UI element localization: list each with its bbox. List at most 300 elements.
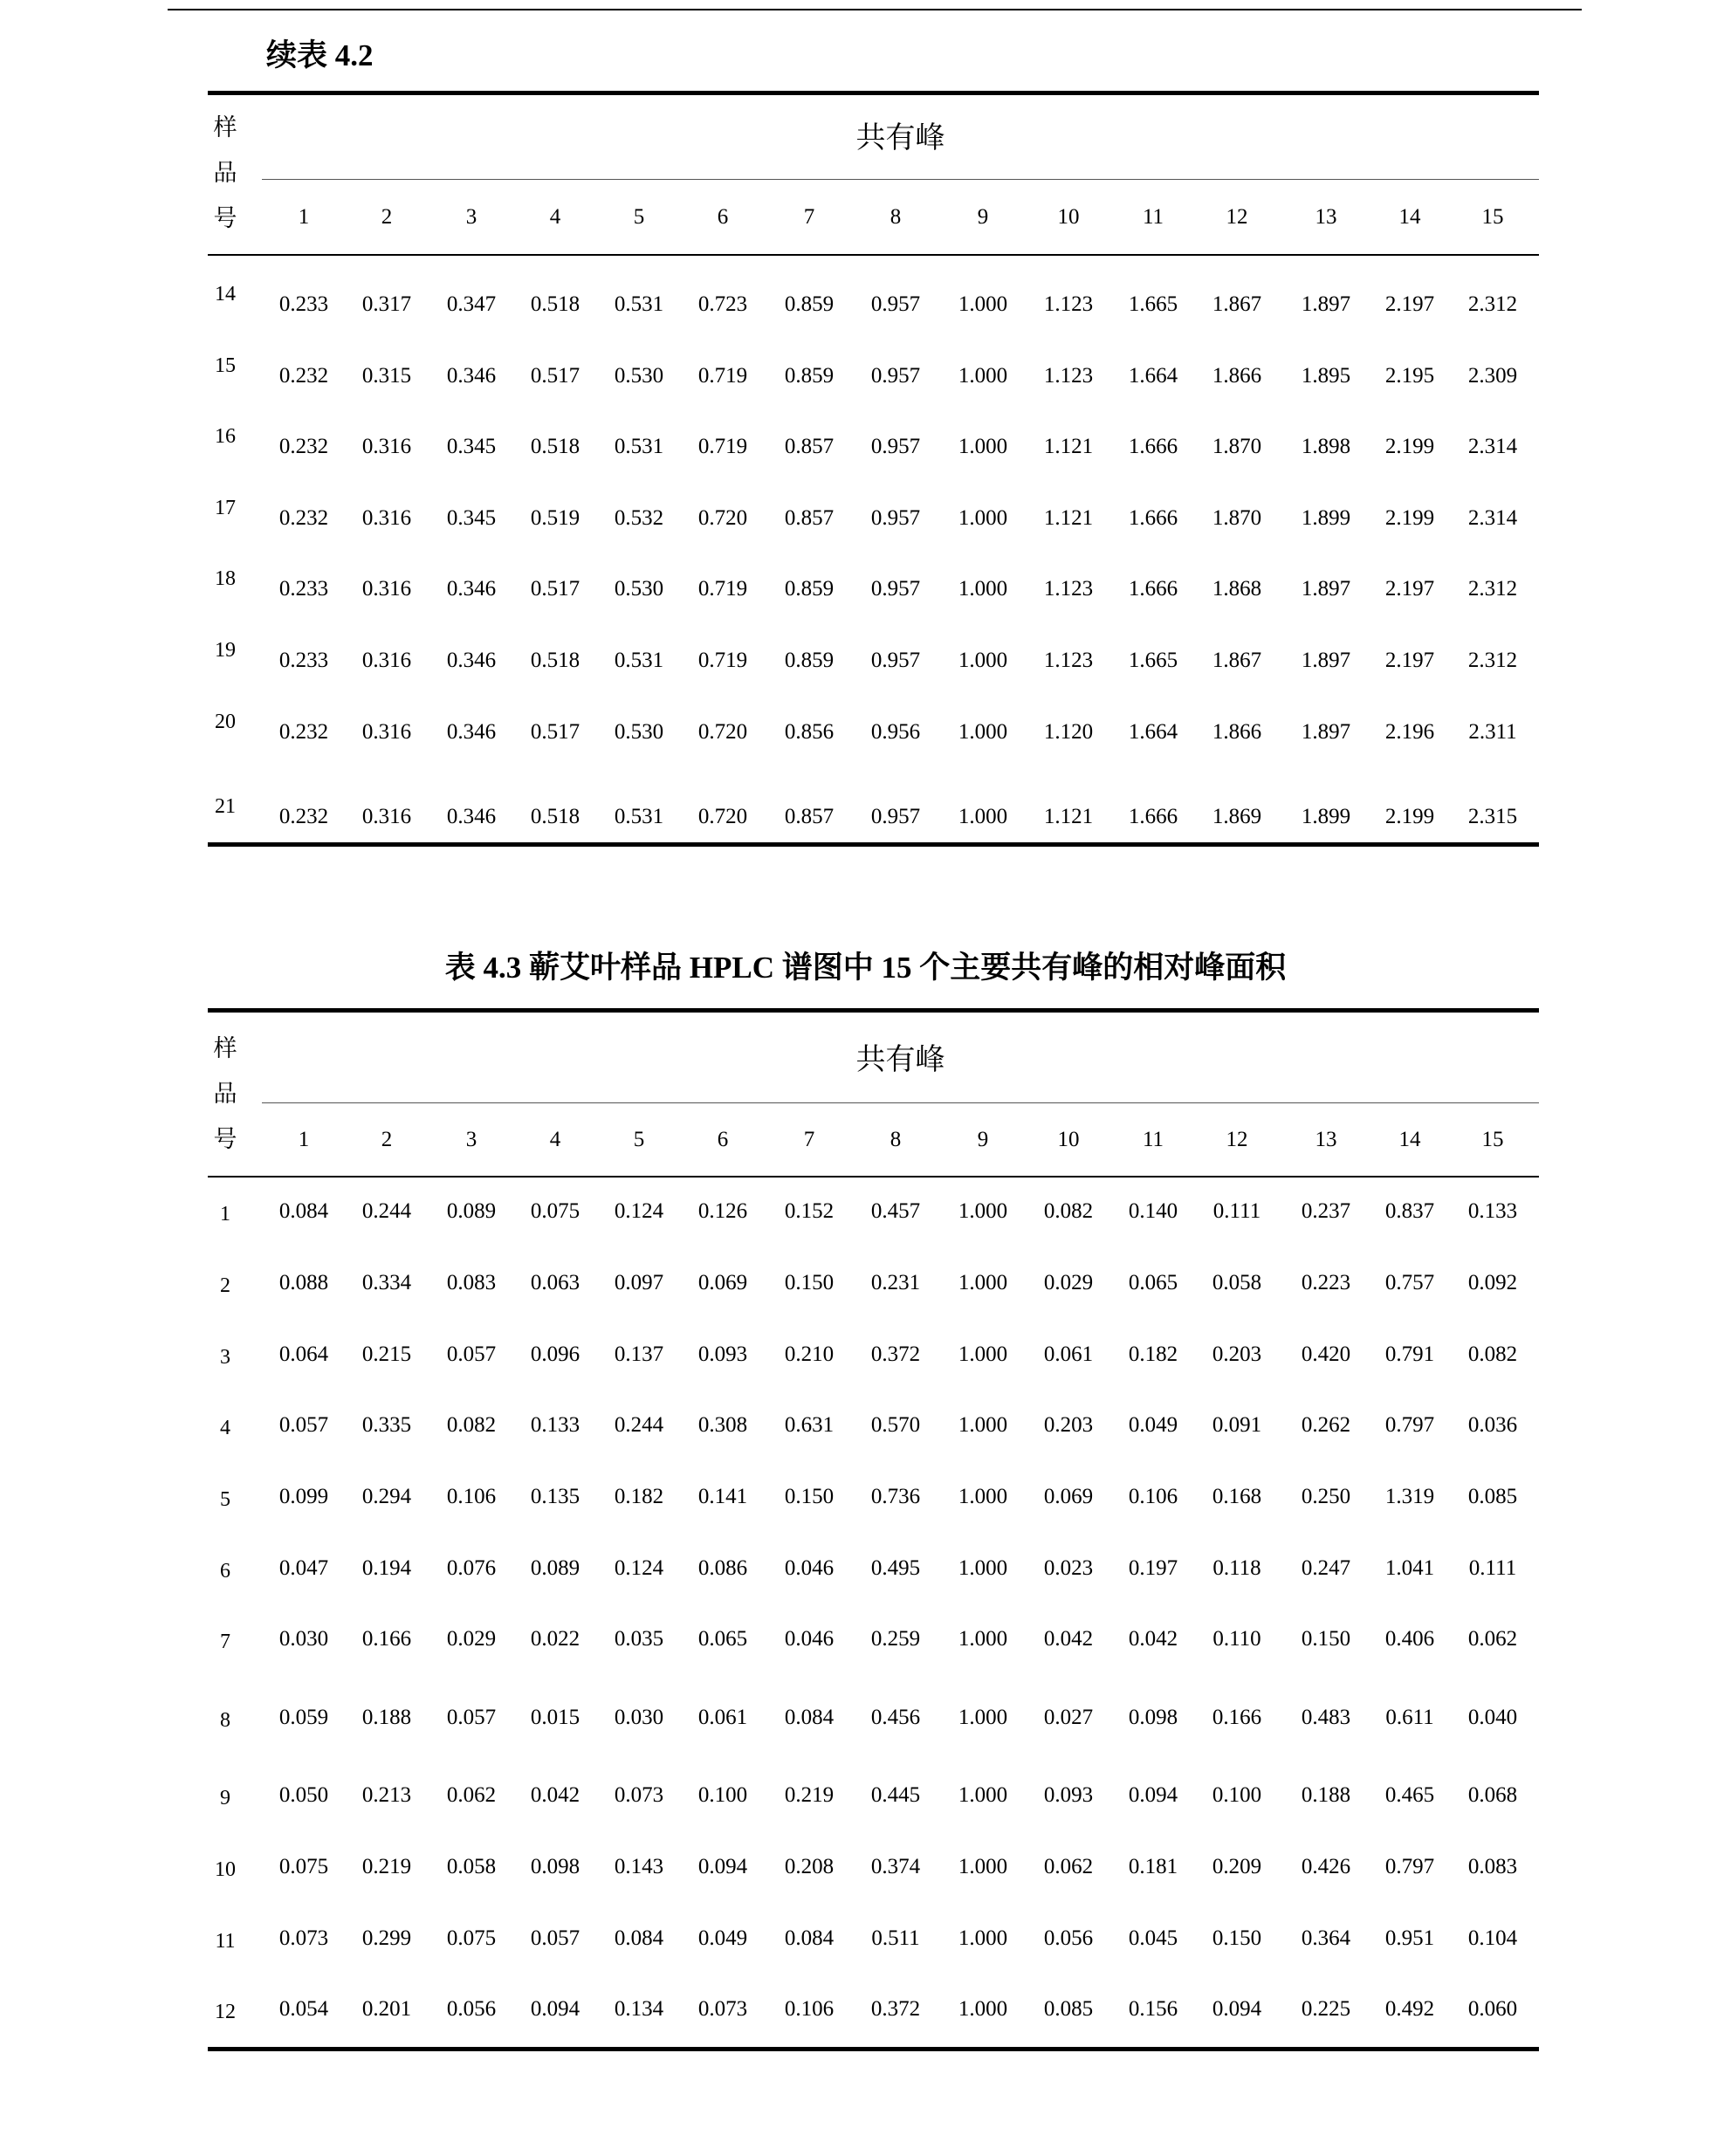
- table-cell: 0.233: [278, 292, 329, 316]
- sample-number: 15: [215, 354, 236, 377]
- table-cell: 0.073: [697, 1997, 748, 2021]
- group-rule: [262, 1102, 1539, 1103]
- table-cell: 0.346: [446, 720, 497, 744]
- table-cell: 2.195: [1384, 364, 1435, 388]
- column-header: 9: [977, 205, 989, 229]
- table-cell: 0.294: [361, 1485, 412, 1508]
- table-cell: 0.094: [697, 1855, 748, 1878]
- column-header: 5: [633, 1128, 645, 1151]
- table-cell: 0.135: [530, 1485, 580, 1508]
- table-cell: 2.312: [1467, 649, 1518, 672]
- table-cell: 0.100: [1212, 1783, 1262, 1807]
- table-cell: 1.899: [1301, 506, 1351, 530]
- table-cell: 0.062: [446, 1783, 497, 1807]
- table-cell: 0.517: [530, 577, 580, 601]
- table-cell: 0.346: [446, 577, 497, 601]
- table-cell: 0.531: [614, 292, 664, 316]
- table-cell: 0.219: [361, 1855, 412, 1878]
- stub-header-char: 品: [213, 160, 237, 186]
- table-cell: 0.346: [446, 805, 497, 828]
- table-cell: 1.666: [1128, 435, 1178, 458]
- column-header: 8: [890, 205, 902, 229]
- table-cell: 0.299: [361, 1926, 412, 1950]
- table-cell: 0.152: [784, 1199, 835, 1223]
- sample-number: 9: [220, 1787, 230, 1809]
- table-cell: 0.465: [1384, 1783, 1435, 1807]
- table-cell: 0.364: [1301, 1926, 1351, 1950]
- table-cell: 0.719: [697, 435, 748, 458]
- table-cell: 1.666: [1128, 805, 1178, 828]
- table-cell: 0.719: [697, 649, 748, 672]
- table-cell: 0.374: [870, 1855, 921, 1878]
- column-header: 7: [803, 205, 815, 229]
- table-cell: 1.665: [1128, 649, 1178, 672]
- table-cell: 0.150: [1301, 1627, 1351, 1651]
- sample-number: 10: [215, 1858, 236, 1881]
- sample-number: 18: [215, 567, 236, 590]
- table-cell: 1.123: [1043, 364, 1094, 388]
- table-cell: 0.140: [1128, 1199, 1178, 1223]
- table-cell: 1.895: [1301, 364, 1351, 388]
- table-cell: 2.311: [1468, 720, 1517, 744]
- table-cell: 0.093: [697, 1342, 748, 1366]
- table-cell: 0.056: [1043, 1926, 1094, 1950]
- column-header: 14: [1398, 1128, 1421, 1151]
- column-header: 11: [1142, 1128, 1164, 1151]
- table-cell: 0.956: [870, 720, 921, 744]
- table-cell: 0.188: [1301, 1783, 1351, 1807]
- table-cell: 0.030: [614, 1706, 664, 1729]
- sample-number: 8: [220, 1709, 230, 1732]
- table-cell: 0.518: [530, 649, 580, 672]
- table-cell: 2.196: [1384, 720, 1435, 744]
- table-cell: 0.372: [870, 1997, 921, 2021]
- table-cell: 0.517: [530, 720, 580, 744]
- table-cell: 1.000: [958, 1855, 1008, 1878]
- table-cell: 0.232: [278, 364, 329, 388]
- table-cell: 0.069: [697, 1271, 748, 1294]
- table-cell: 1.123: [1043, 292, 1094, 316]
- sample-number: 20: [215, 711, 236, 733]
- table-cell: 0.957: [870, 506, 921, 530]
- table-cell: 0.089: [530, 1556, 580, 1580]
- table-cell: 0.042: [530, 1783, 580, 1807]
- table-cell: 0.233: [278, 577, 329, 601]
- top-rule: [208, 91, 1539, 95]
- table-cell: 0.262: [1301, 1413, 1351, 1437]
- table-cell: 1.867: [1212, 649, 1262, 672]
- table-cell: 0.723: [697, 292, 748, 316]
- table-cell: 0.049: [697, 1926, 748, 1950]
- table-cell: 1.000: [958, 1627, 1008, 1651]
- table-cell: 0.094: [1212, 1997, 1262, 2021]
- sample-number: 21: [215, 795, 236, 818]
- table-cell: 0.040: [1467, 1706, 1518, 1729]
- header-bottom-rule: [208, 254, 1539, 256]
- column-header: 3: [465, 205, 477, 229]
- table-cell: 2.197: [1384, 292, 1435, 316]
- table-cell: 0.223: [1301, 1271, 1351, 1294]
- table-cell: 0.137: [614, 1342, 664, 1366]
- column-header: 2: [381, 205, 393, 229]
- table-cell: 0.483: [1301, 1706, 1351, 1729]
- table-cell: 2.314: [1467, 506, 1518, 530]
- table-cell: 0.519: [530, 506, 580, 530]
- table-cell: 0.133: [1467, 1199, 1518, 1223]
- table-cell: 0.057: [530, 1926, 580, 1950]
- table-cell: 0.210: [784, 1342, 835, 1366]
- table-cell: 1.664: [1128, 364, 1178, 388]
- table-cell: 0.049: [1128, 1413, 1178, 1437]
- table-cell: 0.232: [278, 435, 329, 458]
- column-header: 4: [549, 1128, 561, 1151]
- table-cell: 0.188: [361, 1706, 412, 1729]
- table-cell: 0.315: [361, 364, 412, 388]
- table-cell: 0.150: [1212, 1926, 1262, 1950]
- table-cell: 0.346: [446, 649, 497, 672]
- table-cell: 0.511: [871, 1926, 920, 1950]
- table-cell: 0.518: [530, 435, 580, 458]
- table-cell: 1.120: [1043, 720, 1094, 744]
- table-cell: 0.118: [1212, 1556, 1261, 1580]
- table-cell: 0.346: [446, 364, 497, 388]
- sample-number: 5: [220, 1488, 230, 1511]
- table-cell: 0.168: [1212, 1485, 1262, 1508]
- table-cell: 0.111: [1468, 1556, 1517, 1580]
- table-cell: 0.057: [446, 1706, 497, 1729]
- table-cell: 0.062: [1043, 1855, 1094, 1878]
- table-cell: 1.899: [1301, 805, 1351, 828]
- table-cell: 1.897: [1301, 577, 1351, 601]
- table-cell: 0.244: [614, 1413, 664, 1437]
- table-cell: 0.531: [614, 805, 664, 828]
- table-cell: 0.250: [1301, 1485, 1351, 1508]
- table-cell: 0.106: [1128, 1485, 1178, 1508]
- sample-number: 12: [215, 2001, 236, 2023]
- table-cell: 0.247: [1301, 1556, 1351, 1580]
- table-cell: 1.121: [1043, 506, 1094, 530]
- table-cell: 0.063: [530, 1271, 580, 1294]
- table-cell: 0.091: [1212, 1413, 1262, 1437]
- table-cell: 0.065: [697, 1627, 748, 1651]
- table-cell: 0.075: [530, 1199, 580, 1223]
- table-cell: 0.110: [1212, 1627, 1261, 1651]
- table-cell: 0.166: [361, 1627, 412, 1651]
- column-header: 7: [803, 1128, 815, 1151]
- table-cell: 1.897: [1301, 292, 1351, 316]
- table-cell: 0.075: [278, 1855, 329, 1878]
- group-header: 共有峰: [855, 1044, 945, 1076]
- table-cell: 0.057: [278, 1413, 329, 1437]
- table-cell: 0.209: [1212, 1855, 1262, 1878]
- table-cell: 0.030: [278, 1627, 329, 1651]
- table-cell: 0.951: [1384, 1926, 1435, 1950]
- table-cell: 2.315: [1467, 805, 1518, 828]
- group-header: 共有峰: [855, 122, 945, 154]
- table-cell: 0.089: [446, 1199, 497, 1223]
- table-cell: 0.316: [361, 577, 412, 601]
- table-cell: 1.664: [1128, 720, 1178, 744]
- table-cell: 0.237: [1301, 1199, 1351, 1223]
- table-cell: 0.208: [784, 1855, 835, 1878]
- table-cell: 1.000: [958, 435, 1008, 458]
- table-cell: 0.316: [361, 720, 412, 744]
- table-cell: 1.868: [1212, 577, 1262, 601]
- table-cell: 0.094: [530, 1997, 580, 2021]
- table-cell: 0.957: [870, 435, 921, 458]
- table-cell: 0.530: [614, 364, 664, 388]
- table-cell: 0.797: [1384, 1413, 1435, 1437]
- table-cell: 1.867: [1212, 292, 1262, 316]
- table-cell: 0.058: [446, 1855, 497, 1878]
- table-cell: 0.797: [1384, 1855, 1435, 1878]
- stub-header-char: 品: [213, 1081, 237, 1107]
- table-4-3-caption: 表 4.3 蕲艾叶样品 HPLC 谱图中 15 个主要共有峰的相对峰面积: [444, 951, 1287, 985]
- table-cell: 0.083: [1467, 1855, 1518, 1878]
- table-cell: 0.056: [446, 1997, 497, 2021]
- table-cell: 0.076: [446, 1556, 497, 1580]
- table-cell: 0.456: [870, 1706, 921, 1729]
- column-header: 9: [977, 1128, 989, 1151]
- table-cell: 0.097: [614, 1271, 664, 1294]
- table-cell: 0.133: [530, 1413, 580, 1437]
- table-cell: 2.312: [1467, 292, 1518, 316]
- bottom-rule: [208, 842, 1539, 847]
- table-cell: 0.757: [1384, 1271, 1435, 1294]
- column-header: 12: [1226, 1128, 1248, 1151]
- column-header: 12: [1226, 205, 1248, 229]
- table-cell: 0.134: [614, 1997, 664, 2021]
- table-cell: 0.232: [278, 506, 329, 530]
- table-cell: 0.316: [361, 506, 412, 530]
- continued-table-title: 续表 4.2: [266, 38, 374, 72]
- table-cell: 2.199: [1384, 506, 1435, 530]
- table-cell: 0.194: [361, 1556, 412, 1580]
- column-header: 15: [1481, 205, 1504, 229]
- table-cell: 1.000: [958, 577, 1008, 601]
- table-cell: 0.232: [278, 720, 329, 744]
- table-cell: 0.084: [784, 1926, 835, 1950]
- column-header: 8: [890, 1128, 902, 1151]
- table-cell: 0.046: [784, 1627, 835, 1651]
- column-header: 15: [1481, 1128, 1504, 1151]
- table-cell: 1.000: [958, 1413, 1008, 1437]
- table-cell: 0.088: [278, 1271, 329, 1294]
- table-cell: 0.518: [530, 292, 580, 316]
- table-cell: 1.123: [1043, 577, 1094, 601]
- column-header: 4: [549, 205, 561, 229]
- table-cell: 1.870: [1212, 435, 1262, 458]
- table-cell: 0.859: [784, 292, 835, 316]
- table-cell: 1.000: [958, 1926, 1008, 1950]
- page-header-rule: [168, 9, 1582, 10]
- table-cell: 0.517: [530, 364, 580, 388]
- table-cell: 0.334: [361, 1271, 412, 1294]
- column-header: 10: [1057, 1128, 1080, 1151]
- table-cell: 0.065: [1128, 1271, 1178, 1294]
- table-cell: 1.897: [1301, 720, 1351, 744]
- table-cell: 0.084: [784, 1706, 835, 1729]
- table-cell: 0.791: [1384, 1342, 1435, 1366]
- table-cell: 2.199: [1384, 435, 1435, 458]
- table-cell: 0.082: [1043, 1199, 1094, 1223]
- table-4-3: [208, 1008, 1539, 2051]
- table-cell: 0.099: [278, 1485, 329, 1508]
- table-cell: 2.309: [1467, 364, 1518, 388]
- table-cell: 0.316: [361, 649, 412, 672]
- table-cell: 0.075: [446, 1926, 497, 1950]
- sample-number: 7: [220, 1631, 230, 1653]
- table-cell: 0.201: [361, 1997, 412, 2021]
- table-cell: 0.106: [784, 1997, 835, 2021]
- table-cell: 0.106: [446, 1485, 497, 1508]
- table-cell: 0.531: [614, 649, 664, 672]
- table-cell: 0.098: [1128, 1706, 1178, 1729]
- table-cell: 0.233: [278, 649, 329, 672]
- table-cell: 0.347: [446, 292, 497, 316]
- table-cell: 0.058: [1212, 1271, 1262, 1294]
- table-cell: 0.042: [1043, 1627, 1094, 1651]
- table-cell: 0.495: [870, 1556, 921, 1580]
- table-cell: 0.720: [697, 506, 748, 530]
- sample-number: 16: [215, 425, 236, 448]
- top-rule: [208, 1008, 1539, 1013]
- sample-number: 1: [220, 1203, 230, 1226]
- table-cell: 1.000: [958, 1199, 1008, 1223]
- table-cell: 0.054: [278, 1997, 329, 2021]
- column-header: 5: [633, 205, 645, 229]
- table-cell: 0.857: [784, 506, 835, 530]
- table-cell: 0.069: [1043, 1485, 1094, 1508]
- stub-header-char: 样: [213, 114, 237, 141]
- table-cell: 0.957: [870, 292, 921, 316]
- table-cell: 1.319: [1384, 1485, 1435, 1508]
- table-cell: 0.082: [1467, 1342, 1518, 1366]
- table-cell: 0.073: [278, 1926, 329, 1950]
- table-cell: 0.062: [1467, 1627, 1518, 1651]
- table-cell: 0.720: [697, 720, 748, 744]
- table-cell: 1.869: [1212, 805, 1262, 828]
- table-cell: 0.345: [446, 506, 497, 530]
- table-cell: 0.856: [784, 720, 835, 744]
- table-cell: 0.094: [1128, 1783, 1178, 1807]
- table-cell: 0.181: [1128, 1855, 1178, 1878]
- table-cell: 1.000: [958, 1556, 1008, 1580]
- table-cell: 0.345: [446, 435, 497, 458]
- table-cell: 0.492: [1384, 1997, 1435, 2021]
- table-cell: 0.457: [870, 1199, 921, 1223]
- sample-number: 3: [220, 1346, 230, 1369]
- table-cell: 0.060: [1467, 1997, 1518, 2021]
- table-cell: 0.083: [446, 1271, 497, 1294]
- column-header: 11: [1142, 205, 1164, 229]
- table-cell: 0.857: [784, 435, 835, 458]
- table-cell: 0.215: [361, 1342, 412, 1366]
- table-cell: 1.000: [958, 1997, 1008, 2021]
- table-cell: 0.143: [614, 1855, 664, 1878]
- column-header: 6: [717, 205, 729, 229]
- table-cell: 0.244: [361, 1199, 412, 1223]
- column-header: 2: [381, 1128, 393, 1151]
- table-cell: 0.316: [361, 435, 412, 458]
- column-header: 1: [298, 205, 310, 229]
- table-cell: 0.098: [530, 1855, 580, 1878]
- column-header: 3: [465, 1128, 477, 1151]
- table-cell: 0.372: [870, 1342, 921, 1366]
- table-cell: 1.000: [958, 506, 1008, 530]
- table-cell: 0.957: [870, 364, 921, 388]
- table-cell: 0.150: [784, 1485, 835, 1508]
- sample-number: 2: [220, 1274, 230, 1297]
- table-cell: 0.047: [278, 1556, 329, 1580]
- table-cell: 1.665: [1128, 292, 1178, 316]
- table-cell: 0.213: [361, 1783, 412, 1807]
- table-cell: 1.000: [958, 805, 1008, 828]
- table-cell: 0.035: [614, 1627, 664, 1651]
- table-cell: 0.859: [784, 364, 835, 388]
- table-cell: 0.141: [697, 1485, 748, 1508]
- table-cell: 2.199: [1384, 805, 1435, 828]
- header-bottom-rule: [208, 1176, 1539, 1178]
- table-cell: 0.736: [870, 1485, 921, 1508]
- table-cell: 0.308: [697, 1413, 748, 1437]
- table-cell: 2.197: [1384, 577, 1435, 601]
- table-cell: 0.631: [784, 1413, 835, 1437]
- table-cell: 0.611: [1385, 1706, 1434, 1729]
- column-header: 13: [1315, 1128, 1337, 1151]
- sample-number: 17: [215, 497, 236, 519]
- table-cell: 0.531: [614, 435, 664, 458]
- table-cell: 0.957: [870, 577, 921, 601]
- table-cell: 0.073: [614, 1783, 664, 1807]
- table-cell: 0.203: [1212, 1342, 1262, 1366]
- table-cell: 0.046: [784, 1556, 835, 1580]
- table-cell: 1.870: [1212, 506, 1262, 530]
- table-cell: 0.082: [446, 1413, 497, 1437]
- table-cell: 0.096: [530, 1342, 580, 1366]
- table-cell: 0.061: [1043, 1342, 1094, 1366]
- table-cell: 0.029: [446, 1627, 497, 1651]
- table-cell: 0.837: [1384, 1199, 1435, 1223]
- table-cell: 0.957: [870, 649, 921, 672]
- table-cell: 2.197: [1384, 649, 1435, 672]
- table-cell: 0.203: [1043, 1413, 1094, 1437]
- table-cell: 0.857: [784, 805, 835, 828]
- table-cell: 0.232: [278, 805, 329, 828]
- column-header: 13: [1315, 205, 1337, 229]
- table-cell: 0.104: [1467, 1926, 1518, 1950]
- table-cell: 1.666: [1128, 577, 1178, 601]
- table-cell: 0.532: [614, 506, 664, 530]
- group-rule: [262, 179, 1539, 180]
- table-cell: 0.445: [870, 1783, 921, 1807]
- table-cell: 0.111: [1212, 1199, 1261, 1223]
- sample-number: 14: [215, 283, 236, 306]
- table-cell: 0.124: [614, 1199, 664, 1223]
- table-cell: 0.093: [1043, 1783, 1094, 1807]
- table-cell: 1.897: [1301, 649, 1351, 672]
- table-cell: 0.036: [1467, 1413, 1518, 1437]
- table-cell: 0.530: [614, 720, 664, 744]
- table-cell: 1.000: [958, 1783, 1008, 1807]
- table-cell: 0.231: [870, 1271, 921, 1294]
- table-cell: 0.084: [614, 1926, 664, 1950]
- table-cell: 0.166: [1212, 1706, 1262, 1729]
- table-cell: 1.666: [1128, 506, 1178, 530]
- table-cell: 1.000: [958, 1342, 1008, 1366]
- table-cell: 0.259: [870, 1627, 921, 1651]
- table-cell: 0.061: [697, 1706, 748, 1729]
